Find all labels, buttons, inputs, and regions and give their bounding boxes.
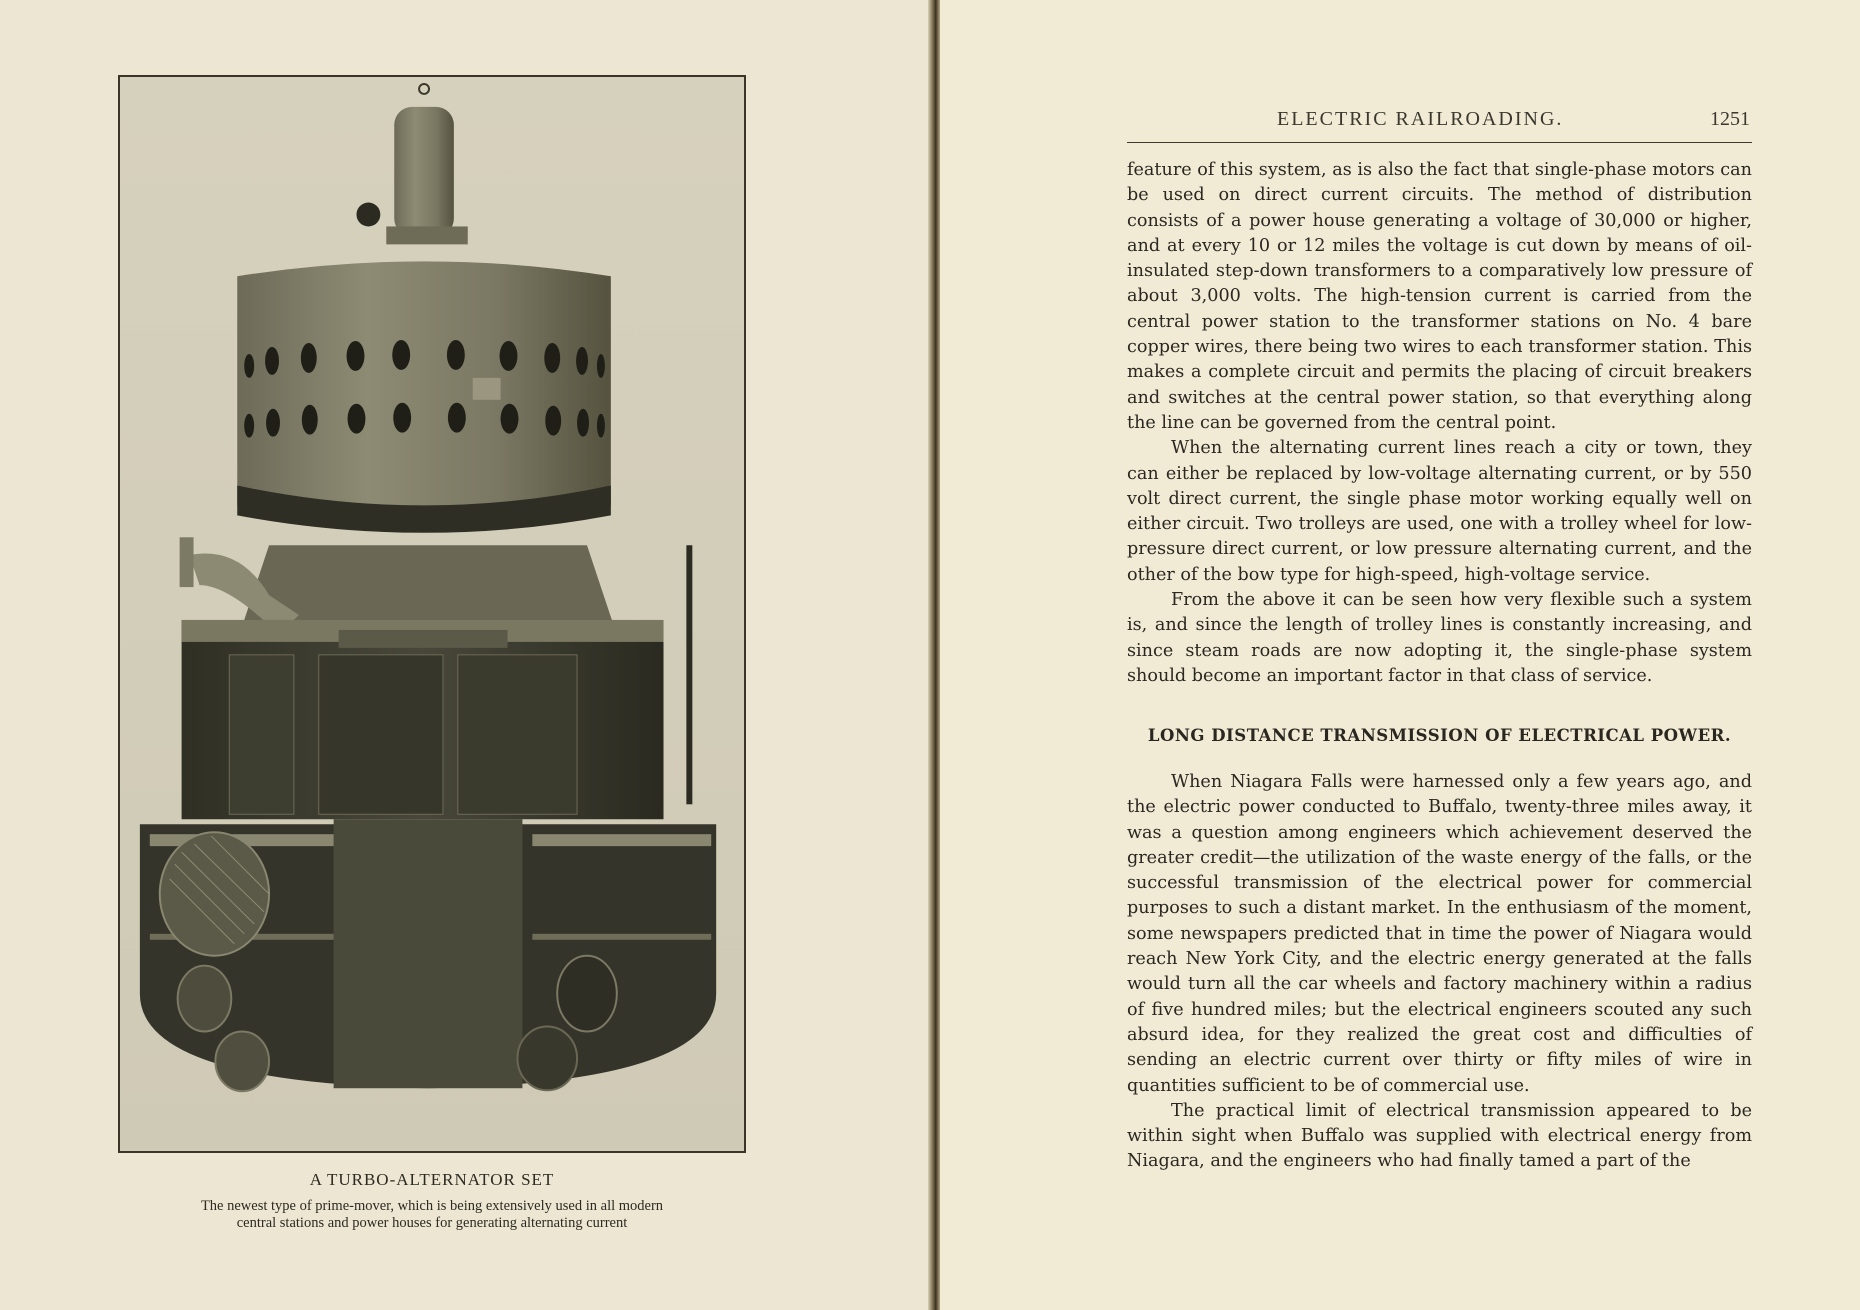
section-heading: LONG DISTANCE TRANSMISSION OF ELECTRICAL POWER.	[1147, 726, 1732, 745]
turbo-alternator-illustration	[120, 77, 744, 1151]
figure-caption-text	[118, 1198, 746, 1232]
body-text-top	[1127, 158, 1752, 689]
running-head-title: ELECTRIC RAILROADING.	[1277, 108, 1564, 130]
turbo-alternator-photograph	[118, 75, 746, 1153]
caption-line: The newest type of prime-mover, which is being extensively used in all modern	[200, 1198, 664, 1214]
paragraph: When Niagara Falls were harnessed only a few years ago, and the electric power conducted to Buffalo, twenty-three miles away, it was a question among engineers which achievement deserved the greater credit—the utilization of the waste energy of the falls, or the successful transmission of the electrical power for commercial purposes to such a distant market. In the enthusiasm of the moment, some newspapers predicted that in time the power of Niagara would reach New York City, and the electric energy generated at the falls would turn all the car wheels and factory machinery within a radius of five hundred miles; but the electrical engineers scouted any such absurd idea, for they realized the great cost and difficulties of sending an electric current over thirty or fifty miles of wire in quantities sufficient to be of commercial use.	[1127, 772, 1752, 1096]
running-head	[1127, 108, 1752, 143]
paragraph: When the alternating current lines reach a city or town, they can either be replaced by low-voltage alternating current, or by 550 volt direct current, the single phase motor working equally well on either circuit. Two trolleys are used, one with a trolley wheel for low-pressure direct current, or low pressure alternating current, and the other of the bow type for high-speed, high-voltage service.	[1127, 438, 1752, 585]
paragraph: feature of this system, as is also the fact that single-phase motors can be used on direct current circuits. The method of distribution consists of a power house generating a voltage of 30,000 or higher, and at every 10 or 12 miles the voltage is cut down by means of oil-insulated step-down transformers to a comparatively low pressure of about 3,000 volts. The high-tension current is carried from the central power station to the transformer stations on No. 4 bare copper wires, there being two wires to each transformer station. This makes a complete circuit and permits the placing of circuit breakers and switches at the central power station, so that everything along the line can be governed from the central point.	[1127, 160, 1752, 433]
body-text-bottom	[1127, 770, 1752, 1175]
paragraph: From the above it can be seen how very flexible such a system is, and since the length of trolley lines is constantly increasing, and since steam roads are now adopting it, the single-phase system should become an important factor in that class of service.	[1127, 590, 1752, 686]
caption-line: central stations and power houses for generating alternating current	[236, 1215, 628, 1231]
page-number: 1251	[1710, 108, 1750, 130]
paragraph: The practical limit of electrical transmission appeared to be within sight when Buffalo was supplied with electrical energy from Niagara, and the engineers who had finally tamed a part of the	[1127, 1100, 1752, 1172]
figure-caption-title: A TURBO-ALTERNATOR SET	[309, 1170, 555, 1189]
